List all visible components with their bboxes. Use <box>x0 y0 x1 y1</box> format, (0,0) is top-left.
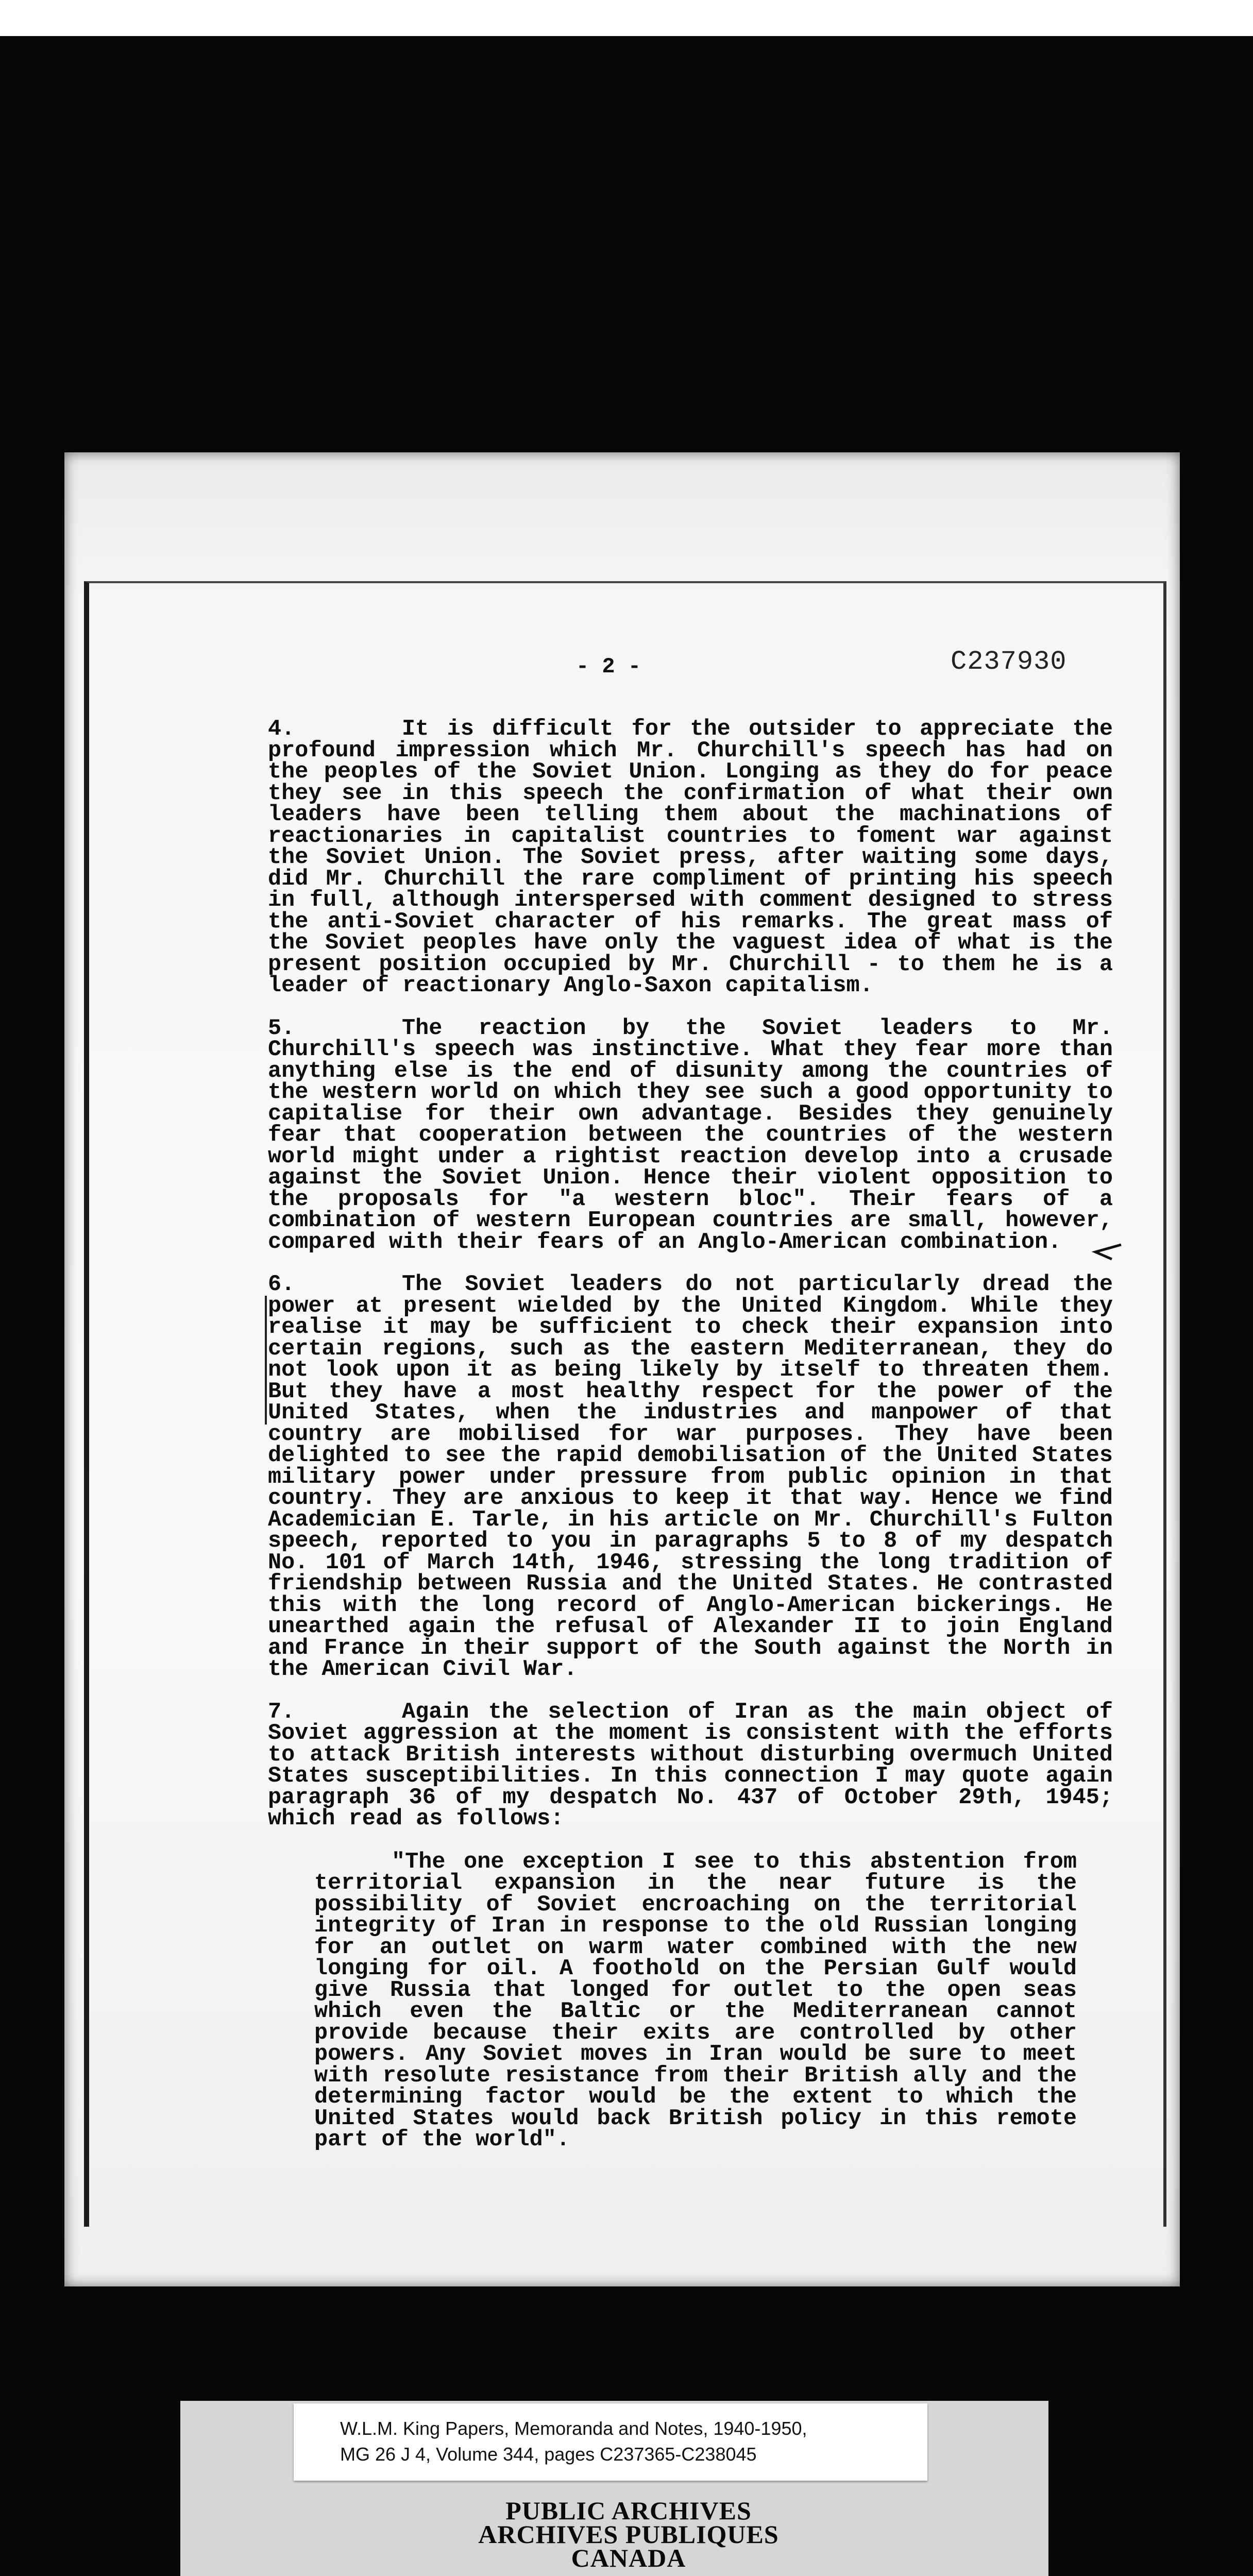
paragraph-text: Again the selection of Iran as the main object of Soviet aggression at the moment is consistent with the efforts to attack British interests without disturbing overmuch United States susceptibilities. In this connection I may quote again paragraph 36 of my despatch No. 437 of October 29th, 1945; which read as follows: <box>268 1699 1113 1832</box>
paragraph-number: 4. <box>268 717 295 742</box>
document-body <box>268 719 1113 2151</box>
paragraph-number: 7. <box>268 1699 295 1725</box>
archive-label-line-1: W.L.M. King Papers, Memoranda and Notes, 1940-1950, <box>340 2418 807 2439</box>
archive-reference-label <box>294 2403 927 2481</box>
paragraph-number: 5. <box>268 1015 295 1041</box>
paragraph-6 <box>268 1274 1113 1681</box>
scan-top-edge <box>0 0 1253 36</box>
public-archives-stamp <box>443 2496 814 2572</box>
archive-label-line-2: MG 26 J 4, Volume 344, pages C237365-C238045 <box>340 2444 757 2465</box>
stamp-line-2: ARCHIVES PUBLIQUES <box>478 2520 779 2549</box>
stamp-line-1: PUBLIC ARCHIVES <box>505 2496 752 2525</box>
paragraph-text: It is difficult for the outsider to appreciate the profound impression which Mr. Churchill's speech has had on the peoples of the Soviet Union. Longing as they do for peace they see in this speech the confirmation of what their own leaders have been telling them about the machinations of reactionaries in capitalist countries to foment war against the Soviet Union. The Soviet press, after waiting some days, did Mr. Churchill the rare compliment of printing his speech in full, although interspersed with comment designed to stress the anti-Soviet character of his remarks. The great mass of the Soviet peoples have only the vaguest idea of what is the present position occupied by Mr. Churchill - to them he is a leader of reactionary Anglo-Saxon capitalism. <box>268 717 1113 998</box>
paragraph-7 <box>268 1699 1113 1832</box>
paragraph-5 <box>268 1015 1113 1255</box>
margin-mark <box>265 1296 267 1425</box>
block-quote <box>314 1849 1077 2153</box>
quote-text: "The one exception I see to this abstention from territorial expansion in the near future is the possibility of Soviet encroaching on the territorial integrity of Iran in response to the old Russian longing for an outlet on warm water combined with the new longing for oil. A foothold on the Persian Gulf would give Russia that longed for outlet to the open seas which even the Baltic or the Mediterranean cannot provide because their exits are controlled by other powers. Any Soviet moves in Iran would be sure to meet with resolute resistance from their British ally and the determining factor would be the extent to which the United States would back British policy in this remote part of the world". <box>314 1849 1077 2153</box>
paragraph-text: The reaction by the Soviet leaders to Mr. Churchill's speech was instinctive. What they fear more than anything else is the end of disunity among the countries of the western world on which they see such a good opportunity to capitalise for their own advantage. Besides they genuinely fear that cooperation between the countries of the western world might under a rightist reaction develop into a crusade against the Soviet Union. Hence their violent opposition to the proposals for "a western bloc". Their fears of a combination of western European countries are small, however, compared with their fears of an Anglo-American combination. <box>268 1015 1113 1255</box>
margin-arrow-icon <box>1091 1241 1122 1261</box>
stamp-line-3: CANADA <box>571 2544 686 2572</box>
paragraph-4 <box>268 719 1113 997</box>
document-code: C237930 <box>951 647 1067 677</box>
paragraph-number: 6. <box>268 1272 295 1297</box>
page-number: - 2 - <box>576 654 641 679</box>
paragraph-text: The Soviet leaders do not particularly dread the power at present wielded by the United Kingdom. While they realise it may be sufficient to check their expansion into certain regions, such as the eastern Mediterranean, they do not look upon it as being likely by itself to threaten them. But they have a most healthy respect for the power of the United States, when the industries and manpower of that country are mobilised for war purposes. They have been delighted to see the rapid demobilisation of the United States military power under pressure from public opinion in that country. They are anxious to keep it that way. Hence we find Academician E. Tarle, in his article on Mr. Churchill's Fulton speech, reported to you in paragraphs 5 to 8 of my despatch No. 101 of March 14th, 1946, stressing the long tradition of friendship between Russia and the United States. He contrasted this with the long record of Anglo-American bickerings. He unearthed again the refusal of Alexander II to join England and France in their support of the South against the North in the American Civil War. <box>268 1272 1113 1682</box>
